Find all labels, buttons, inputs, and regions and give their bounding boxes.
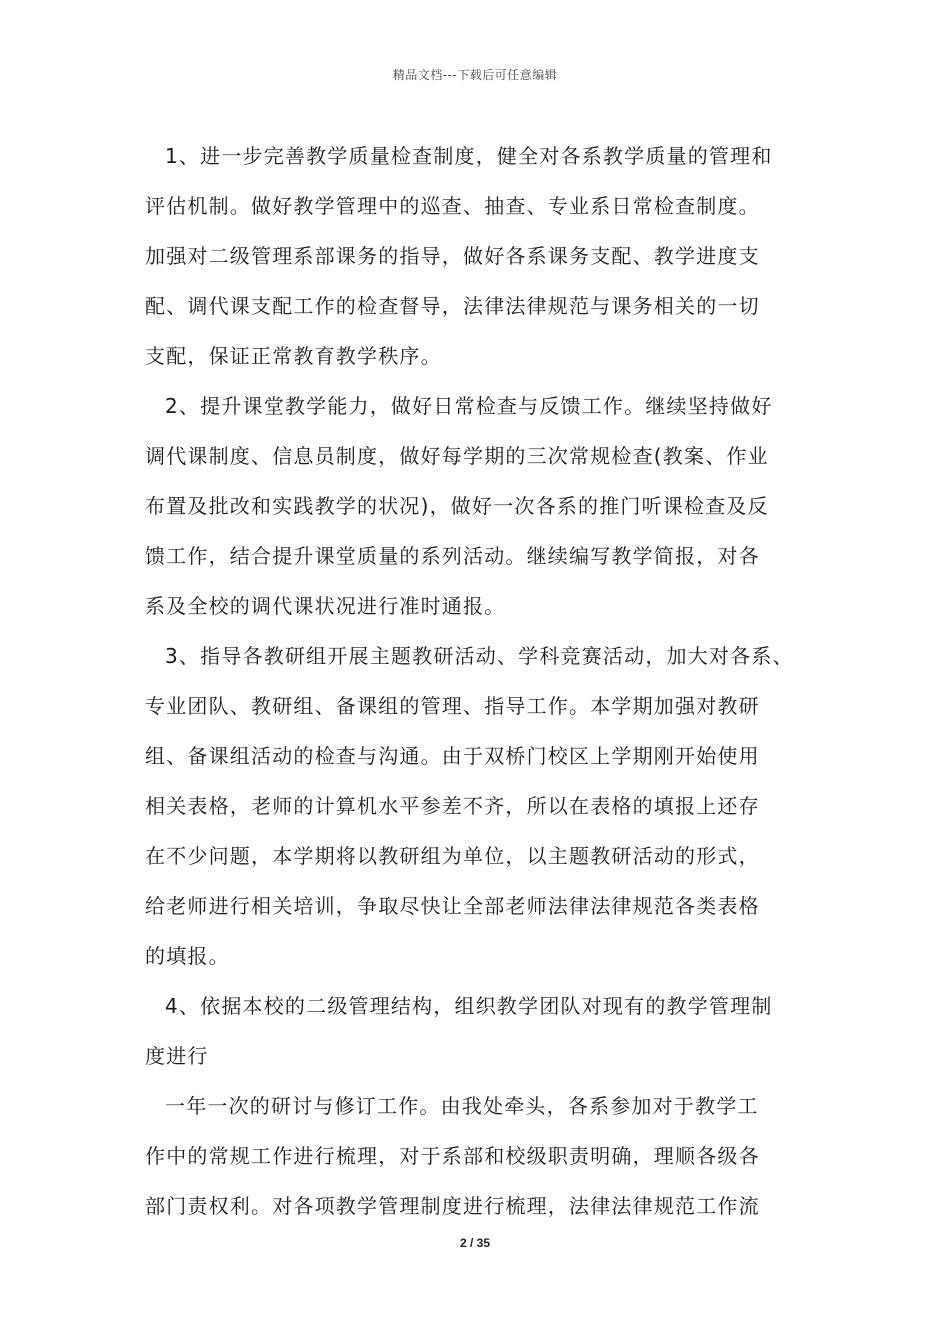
text-line: 1、进一步完善教学质量检查制度，健全对各系教学质量的管理和 — [165, 144, 773, 168]
text-line: 4、依据本校的二级管理结构，组织教学团队对现有的教学管理制 — [165, 994, 773, 1018]
page-header: 精品文档---下载后可任意编辑 — [392, 68, 558, 82]
text-line: 度进行 — [145, 1044, 209, 1068]
text-line: 组、备课组活动的检查与沟通。由于双桥门校区上学期刚开始使用 — [145, 744, 760, 768]
text-line: 在不少问题，本学期将以教研组为单位，以主题教研活动的形式， — [145, 844, 760, 868]
text-line: 加强对二级管理系部课务的指导，做好各系课务支配、教学进度支 — [145, 244, 760, 268]
text-line: 一年一次的研讨与修订工作。由我处牵头，各系参加对于教学工 — [165, 1094, 759, 1118]
text-line: 系及全校的调代课状况进行准时通报。 — [145, 594, 506, 618]
text-line: 布置及批改和实践教学的状况)，做好一次各系的推门听课检查及反 — [145, 494, 769, 518]
text-line: 的填报。 — [145, 944, 230, 968]
text-line: 给老师进行相关培训，争取尽快让全部老师法律法律规范各类表格 — [145, 894, 760, 918]
text-line: 馈工作，结合提升课堂质量的系列活动。继续编写教学简报，对各 — [145, 544, 760, 568]
text-line: 2、提升课堂教学能力，做好日常检查与反馈工作。继续坚持做好 — [165, 394, 773, 418]
text-line: 评估机制。做好教学管理中的巡查、抽查、专业系日常检查制度。 — [145, 194, 760, 218]
text-line: 3、指导各教研组开展主题教研活动、学科竞赛活动，加大对各系、 — [165, 644, 794, 668]
page-number: 2 / 35 — [459, 1236, 491, 1250]
text-line: 调代课制度、信息员制度，做好每学期的三次常规检查(教案、作业 — [145, 444, 769, 468]
text-line: 作中的常规工作进行梳理，对于系部和校级职责明确，理顺各级各 — [145, 1144, 760, 1168]
document-body — [145, 131, 815, 1231]
text-line: 配、调代课支配工作的检查督导，法律法律规范与课务相关的一切 — [145, 294, 760, 318]
text-line: 专业团队、教研组、备课组的管理、指导工作。本学期加强对教研 — [145, 694, 760, 718]
text-line: 部门责权利。对各项教学管理制度进行梳理，法律法律规范工作流 — [145, 1194, 760, 1218]
text-line: 相关表格，老师的计算机水平参差不齐，所以在表格的填报上还存 — [145, 794, 760, 818]
text-line: 支配，保证正常教育教学秩序。 — [145, 344, 442, 368]
